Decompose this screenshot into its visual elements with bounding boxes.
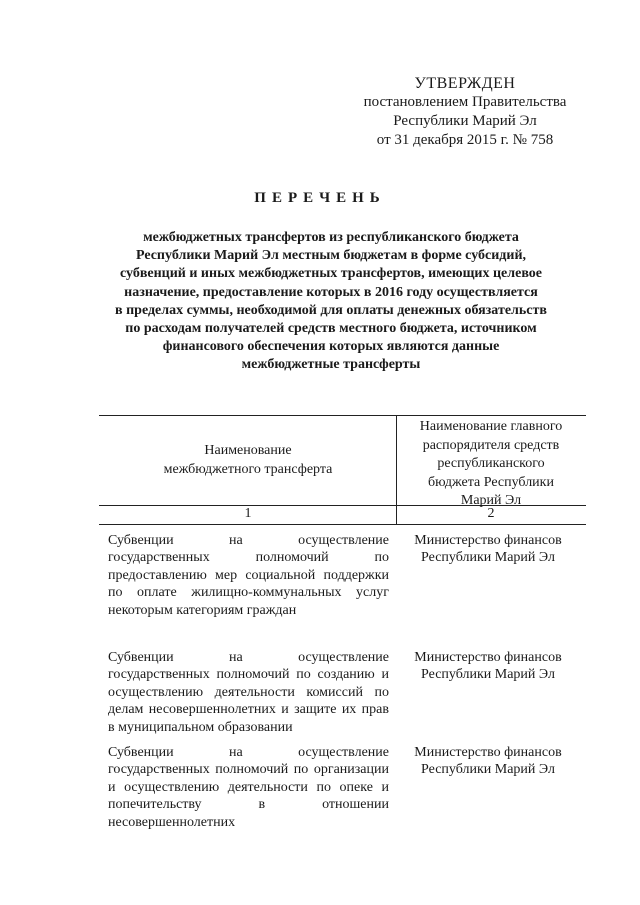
- column-number-2: 2: [487, 506, 495, 521]
- document-title: ПЕРЕЧЕНЬ: [254, 190, 386, 206]
- subtitle-line: межбюджетных трансфертов из республиканского бюджета: [143, 230, 519, 245]
- table-row-3-administrator: Министерство финансов Республики Марий Эл: [414, 745, 562, 778]
- table-row-2-administrator: Министерство финансов Республики Марий Эл: [414, 650, 562, 683]
- approval-line-3: от 31 декабря 2015 г. № 758: [376, 132, 554, 148]
- subtitle-line: в пределах суммы, необходимой для оплаты денежных обязательств: [115, 302, 547, 318]
- subtitle-line: финансового обеспечения которых являются данные: [162, 339, 500, 355]
- document-subtitle: [96, 229, 566, 375]
- approval-stamp: [340, 74, 590, 150]
- column-number-1: 1: [244, 506, 252, 521]
- subtitle-line: по расходам получателей средств местного бюджета, источником: [125, 321, 537, 337]
- subtitle-line: субвенций и иных межбюджетных трансфертов, имеющих целевое: [119, 266, 543, 282]
- table-row-3-name: Субвенции на осуществление государственных полномочий по организации и осуществлению деятельности по опеке и попечительству в отношении несовершеннолетних: [108, 745, 389, 830]
- subtitle-line: межбюджетные трансферты: [241, 357, 421, 373]
- table-row-2-name: Субвенции на осуществление государственных полномочий по созданию и осуществлению деятельности комиссий по делам несовершеннолетних и защите их прав в муниципальном образовании: [108, 650, 389, 735]
- table-numbers-border: [99, 524, 586, 525]
- table-row-1-name: Субвенции на осуществление государственных полномочий по предоставлению мер социальной поддержки по оплате жилищно-коммунальных услуг некоторым категориям граждан: [108, 533, 389, 618]
- approval-line-1: постановлением Правительства: [363, 94, 567, 110]
- approval-line-2: Республики Марий Эл: [393, 113, 537, 129]
- header-column-1: Наименование межбюджетного трансферта: [163, 443, 333, 477]
- table-top-border: [99, 415, 586, 416]
- header-column-2: Наименование главного распорядителя средств республиканского бюджета Республики Марий Эл: [419, 419, 563, 508]
- subtitle-line: Республики Марий Эл местным бюджетам в форме субсидий,: [135, 248, 527, 264]
- table-row-1-administrator: Министерство финансов Республики Марий Эл: [414, 533, 562, 566]
- approval-heading: УТВЕРЖДЕН: [414, 75, 516, 92]
- subtitle-line: назначение, предоставление которых в 2016 году осуществляется: [124, 284, 538, 300]
